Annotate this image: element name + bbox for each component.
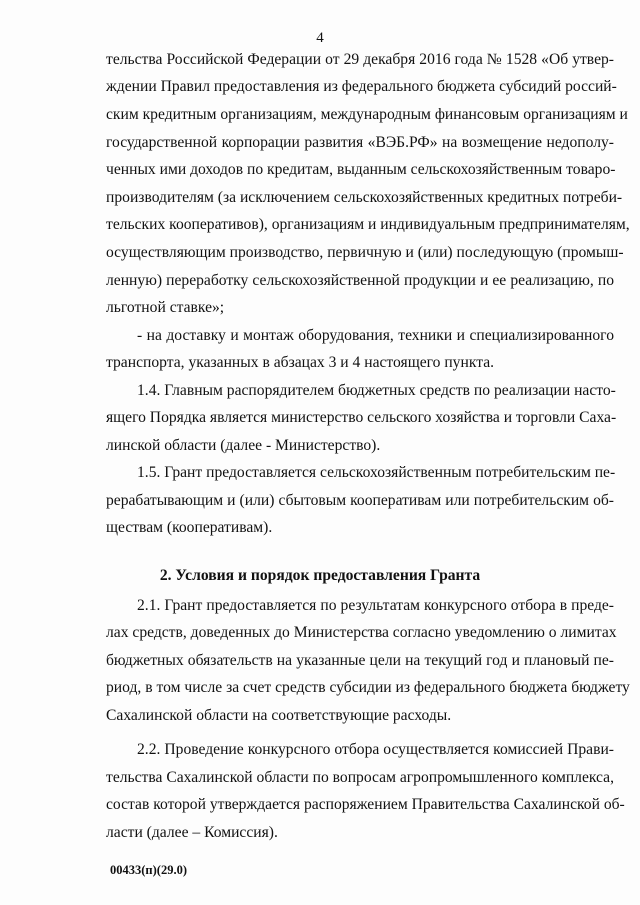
text-line: ществам (кооперативам).	[106, 519, 273, 536]
text-line: ленную) переработку сельскохозяйственной продукции и ее реализацию, по	[106, 272, 614, 289]
text-line: состав которой утверждается распоряжением Правительства Сахалинской об-	[106, 796, 625, 813]
text-line: ящего Порядка является министерство сельского хозяйства и торговли Саха-	[106, 409, 617, 426]
text-line: льготной ставке»;	[106, 299, 225, 316]
text-line: тельства Сахалинской области по вопросам агропромышленного комплекса,	[106, 769, 614, 786]
text-line: транспорта, указанных в абзацах 3 и 4 настоящего пункта.	[106, 354, 495, 371]
text-line: линской области (далее - Министерство).	[106, 437, 381, 454]
text-line: государственной корпорации развития «ВЭБ.РФ» на возмещение недополу-	[106, 134, 614, 151]
text-line: Сахалинской области на соответствующие расходы.	[106, 707, 452, 724]
text-line: 1.4. Главным распорядителем бюджетных средств по реализации насто-	[137, 382, 616, 399]
text-line: осуществляющим производство, первичную и (или) последующую (промыш-	[106, 244, 624, 261]
page-number: 4	[316, 30, 324, 46]
text-line: тельских кооперативов), организациям и индивидуальным предпринимателям,	[106, 216, 630, 233]
text-line: ласти (далее – Комиссия).	[106, 824, 278, 841]
text-line: лах средств, доведенных до Министерства согласно уведомлению о лимитах	[106, 624, 617, 641]
text-line: риод, в том числе за счет средств субсидии из федерального бюджета бюджету	[106, 679, 630, 696]
text-line: ченных ими доходов по кредитам, выданным сельскохозяйственным товаро-	[106, 161, 616, 178]
section-heading: 2. Условия и порядок предоставления Гранта	[159, 567, 481, 584]
text-line: бюджетных обязательств на указанные цели на текущий год и плановый пе-	[106, 652, 614, 669]
text-line: тельства Российской Федерации от 29 декабря 2016 года № 1528 «Об утвер-	[106, 51, 614, 68]
text-line: 2.2. Проведение конкурсного отбора осуществляется комиссией Прави-	[137, 741, 614, 758]
text-line: 1.5. Грант предоставляется сельскохозяйственным потребительским пе-	[137, 464, 616, 481]
text-line: производителям (за исключением сельскохозяйственных кредитных потреби-	[106, 189, 623, 206]
text-line: ждении Правил предоставления из федерального бюджета субсидий россий-	[106, 78, 617, 95]
text-line: - на доставку и монтаж оборудования, техники и специализированного	[137, 327, 614, 344]
text-line: рерабатывающим и (или) сбытовым кооперативам или потребительским об-	[106, 492, 614, 509]
text-line: ским кредитным организациям, международным финансовым организациям и	[106, 106, 628, 123]
text-line: 2.1. Грант предоставляется по результатам конкурсного отбора в преде-	[137, 597, 614, 614]
document-code: 00433(п)(29.0)	[110, 863, 187, 877]
